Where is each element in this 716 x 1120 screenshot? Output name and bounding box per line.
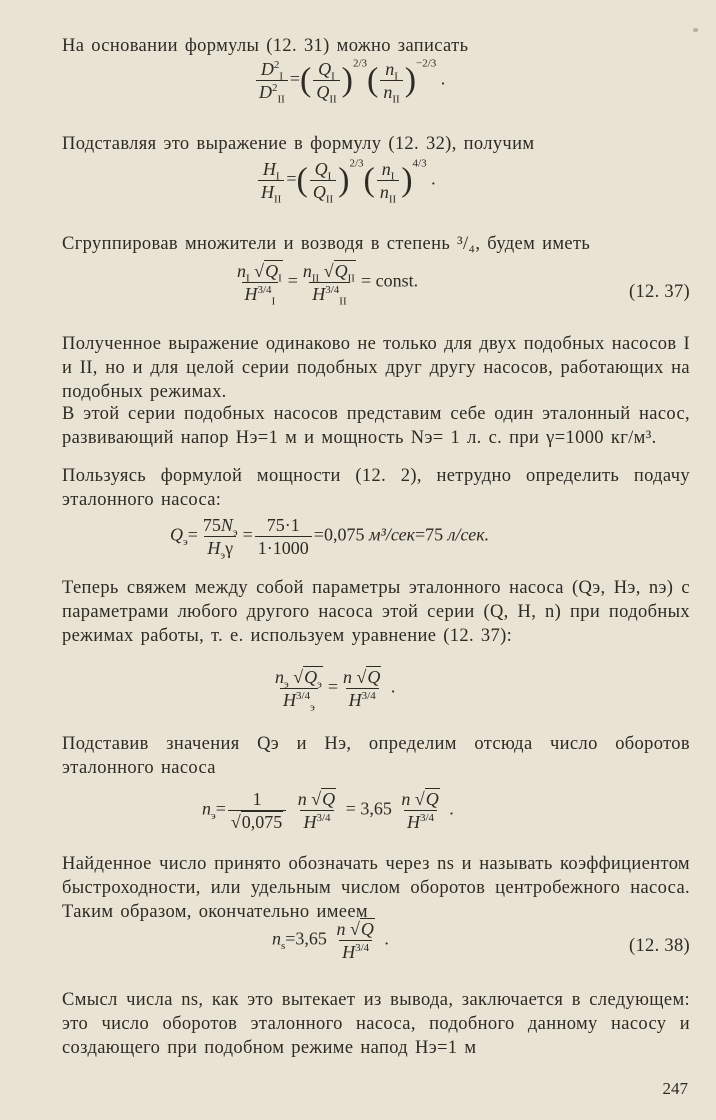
equation-number-12-38: (12. 38) (629, 936, 690, 956)
paragraph-2: Подставляя это выражение в формулу (12. 32), получим (62, 134, 535, 154)
paragraph-9: Найденное число принято обозначать через ns и называть коэффициентом быстроходности, или удельным числом оборотов центробежного насоса. Таким образом, окончательно имеем (62, 854, 690, 922)
equation-12-37: $\frac{n_I √Q_I}{H^{3/4}_I}$ = $\frac{n_{II} √Q_{II}}{H^{3/4}_{II}}$ = const. (237, 261, 419, 308)
eq7-lhs: =3,65 (285, 928, 327, 949)
eq3-rhs: = const. (360, 270, 419, 291)
paragraph-8: Подставив значения Qэ и Hэ, определим отсюда число оборотов эталонного насоса (62, 734, 690, 778)
eq4-eq2: =75 (415, 524, 444, 545)
equation-number-12-37: (12. 37) (629, 282, 690, 302)
paper-speck (693, 28, 698, 32)
equation-flow: $Q_э=$ $\frac{75N_э}{H_э\gamma}$ = $\frac{75\cdot 1}{1\cdot 1000}$ =0,075 м³/сек=75 л/сек. (170, 515, 490, 562)
paragraph-7: Теперь свяжем между собой параметры эталонного насоса (Qэ, Hэ, nэ) с параметрами любого другого насоса этой серии (Q, H, n) при подобных режимах работы, т. е. используем уравнение (12. 37): (62, 578, 690, 646)
eq4-mid: =0,075 (313, 524, 365, 545)
equation-n-e: $n_э=$ $\frac{1}{√0,075}$ $\frac{n √Q}{H^{3/4}}$ = 3,65 $\frac{n √Q}{H^{3/4}}$ . (202, 789, 454, 832)
paragraph-3: Сгруппировав множители и возводя в степень ³/₄, будем иметь (62, 234, 591, 254)
paragraph-6: Пользуясь формулой мощности (12. 2), нетрудно определить подачу эталонного насоса: (62, 466, 690, 510)
eq6-coef: = 3,65 (345, 798, 392, 819)
eq4-unit2: л/сек. (447, 524, 490, 545)
paragraph-10: Смысл числа ns, как это вытекает из вывода, заключается в следующем: это число оборотов эталонного насоса, подобного данному насосу и создающего при подобном режиме напод Hэ=1 м (62, 990, 690, 1058)
eq4-unit1: м³/сек (368, 524, 415, 545)
page-number: 247 (662, 1079, 688, 1098)
equation-reference: $\frac{n_э √Q_э}{H^{3/4}_э}$ = $\frac{n √Q}{H^{3/4}}$ . (275, 667, 396, 714)
paragraph-4: Полученное выражение одинаково не только для двух подобных насосов I и II, но и для целой серии подобных друг другу насосов, работающих на подобных режимах. (62, 334, 690, 402)
paragraph-5: В этой серии подобных насосов представим себе один эталонный насос, развивающий напор Hэ=1 м и мощность Nэ= 1 л. с. при γ=1000 кг/м³. (62, 404, 690, 448)
equation-d-ratio: $\frac{D^2_I}{D^2_{II}}$ =( $\frac{Q_I}{Q_{II}}$ )$^{2/3}$( $\frac{n_I}{n_{II}}$ )$^{-2/3}$ . (254, 60, 445, 101)
paragraph-1: На основании формулы (12. 31) можно записать (62, 36, 469, 56)
equation-h-ratio: $\frac{H_I}{H_{II}}$ =( $\frac{Q_I}{Q_{II}}$ )$^{2/3}$( $\frac{n_I}{n_{II}}$ )$^{4/3}$ . (256, 160, 436, 201)
equation-12-38: $n_s=3,65$ $\frac{n √Q}{H^{3/4}}$ . (272, 919, 389, 962)
